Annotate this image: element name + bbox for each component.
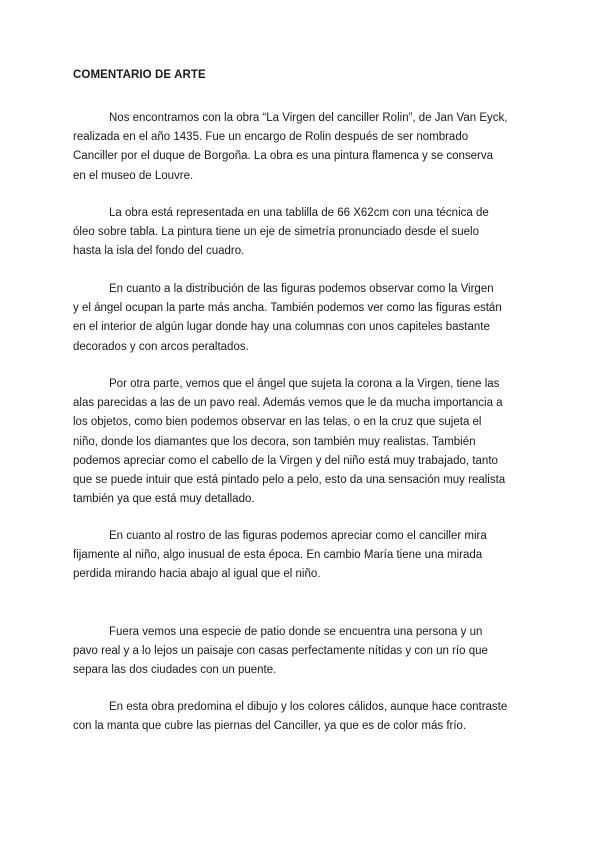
paragraph-line: Por otra parte, vemos que el ángel que sujeta la corona a la Virgen, tiene las: [109, 378, 500, 390]
paragraph-line: pavo real y a lo lejos un paisaje con casas perfectamente nítidas y con un río que: [73, 645, 488, 658]
paragraph-line: separa las dos ciudades con un puente.: [73, 664, 277, 677]
paragraph-line: Canciller por el duque de Borgoña. La obra es una pintura flamenca y se conserva: [73, 150, 494, 163]
paragraph-faces: [73, 527, 533, 585]
paragraph-line: En cuanto a la distribución de las figuras podemos observar como la Virgen: [109, 283, 494, 295]
paragraph-line: realizada en el año 1435. Fue un encargo de Rolin después de ser nombrado: [73, 131, 469, 144]
paragraph-intro: [73, 109, 533, 186]
paragraph-line: hasta la isla del fondo del cuadro.: [73, 245, 245, 258]
paragraph-details: [73, 375, 533, 509]
paragraph-colors: [73, 698, 533, 736]
paragraph-line: en el museo de Louvre.: [73, 169, 194, 182]
paragraph-line: La obra está representada en una tablilla de 66 X62cm con una técnica de: [109, 207, 489, 219]
paragraph-line: en el interior de algún lugar donde hay una columnas con unos capiteles bastante: [73, 321, 490, 334]
paragraph-landscape: [73, 623, 533, 681]
paragraph-line: En cuanto al rostro de las figuras podemos apreciar como el canciller mira: [109, 530, 487, 542]
paragraph-line: decorados y con arcos peraltados.: [73, 340, 249, 353]
paragraph-line: En esta obra predomina el dibujo y los colores cálidos, aunque hace contraste: [109, 701, 508, 713]
paragraph-line: alas parecidas a las de un pavo real. Además vemos que le da mucha importancia a: [73, 397, 503, 410]
paragraph-line: también ya que está muy detallado.: [73, 493, 255, 506]
paragraph-line: perdida mirando hacia abajo al igual que el niño.: [73, 568, 321, 581]
paragraph-technique: [73, 204, 533, 262]
document-title: COMENTARIO DE ARTE: [73, 69, 206, 81]
paragraph-line: y el ángel ocupan la parte más ancha. También podemos ver como las figuras están: [73, 302, 502, 315]
paragraph-line: fijamente al niño, algo inusual de esta época. En cambio María tiene una mirada: [73, 549, 483, 562]
paragraph-line: que se puede intuir que está pintado pelo a pelo, esto da una sensación muy realista: [73, 474, 506, 487]
paragraph-line: los objetos, como bien podemos observar en las telas, o en la cruz que sujeta el: [73, 416, 482, 429]
paragraph-line: Nos encontramos con la obra “La Virgen del canciller Rolin”, de Jan Van Eyck,: [109, 112, 508, 124]
paragraph-line: podemos apreciar como el cabello de la Virgen y del niño está muy trabajado, tanto: [73, 454, 498, 467]
paragraph-line: niño, donde los diamantes que los decora, son también muy realistas. También: [73, 435, 476, 448]
paragraph-line: óleo sobre tabla. La pintura tiene un eje de simetría pronunciado desde el suelo: [73, 226, 479, 239]
paragraph-distribution: [73, 280, 533, 357]
paragraph-line: Fuera vemos una especie de patio donde se encuentra una persona y un: [109, 626, 483, 638]
paragraph-line: con la manta que cubre las piernas del Canciller, ya que es de color más frío.: [73, 720, 467, 733]
